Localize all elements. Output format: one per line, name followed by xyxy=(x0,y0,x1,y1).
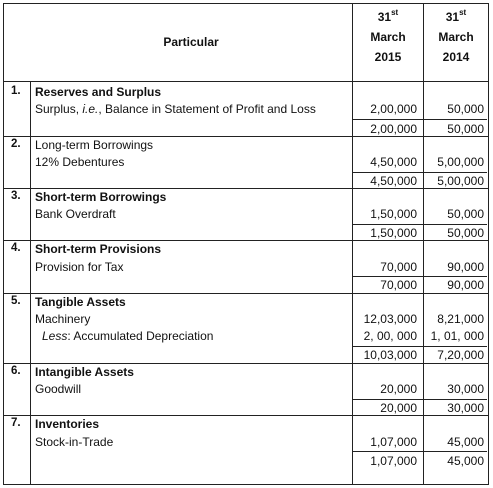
row-3-total-2015: 1,50,000 xyxy=(370,226,417,240)
row-1-item-1-label: Surplus, i.e., Balance in Statement of Profit and Loss xyxy=(35,102,316,116)
row-2-number: 2. xyxy=(11,138,21,150)
header-particular xyxy=(31,32,351,52)
row-3-separator xyxy=(4,240,488,241)
row-7-number: 7. xyxy=(11,417,21,429)
row-7-total-2015: 1,07,000 xyxy=(370,454,417,468)
row-5-number: 5. xyxy=(11,295,21,307)
row-3-item-1-label: Bank Overdraft xyxy=(35,207,116,221)
header-2014-month: March xyxy=(438,30,474,44)
row-1-total-2015: 2,00,000 xyxy=(370,122,417,136)
row-2-separator xyxy=(4,188,488,189)
row-4-total-2015: 70,000 xyxy=(380,278,417,292)
row-2-item-1-2014: 5,00,000 xyxy=(437,155,484,169)
row-6-item-1-label: Goodwill xyxy=(35,382,82,396)
header-col-2014 xyxy=(424,7,488,67)
row-5-item-2-2014: 1, 01, 000 xyxy=(430,329,484,343)
row-4-total-2014: 90,000 xyxy=(447,278,484,292)
row-2-total-2014: 5,00,000 xyxy=(437,174,484,188)
row-3-total-rule xyxy=(353,224,487,225)
row-5-total-2015: 10,03,000 xyxy=(363,348,417,362)
row-4-item-1-2014: 90,000 xyxy=(447,260,484,274)
header-particular-label: Particular xyxy=(163,35,219,49)
header-2014-day: 31 xyxy=(445,10,460,24)
row-5-item-2-2015: 2, 00, 000 xyxy=(363,329,417,343)
header-separator xyxy=(4,81,488,82)
header-col-2015 xyxy=(353,7,423,67)
row-4-item-1-label: Provision for Tax xyxy=(35,260,124,274)
row-4-total-rule xyxy=(353,276,487,277)
row-6-total-rule xyxy=(353,399,487,400)
row-7-total-2014: 45,000 xyxy=(447,454,484,468)
row-1-item-1-2014: 50,000 xyxy=(447,102,484,116)
row-4-separator xyxy=(4,293,488,294)
num-col-divider xyxy=(30,82,31,484)
row-6-heading: Intangible Assets xyxy=(35,365,134,379)
row-3-number: 3. xyxy=(11,190,21,202)
header-2014-year: 2014 xyxy=(442,50,470,64)
row-7-total-rule xyxy=(353,451,487,452)
row-5-item-1-2014: 8,21,000 xyxy=(437,312,484,326)
row-6-total-2014: 30,000 xyxy=(447,401,484,415)
row-5-separator xyxy=(4,363,488,364)
row-5-item-2-label: Less: Accumulated Depreciation xyxy=(42,329,214,343)
row-5-total-rule xyxy=(353,346,487,347)
row-2-heading: Long-term Borrowings xyxy=(35,138,154,152)
row-1-heading: Reserves and Surplus xyxy=(35,85,162,99)
row-6-item-1-2014: 30,000 xyxy=(447,382,484,396)
row-2-total-rule xyxy=(353,172,487,173)
row-5-item-1-label: Machinery xyxy=(35,312,91,326)
row-5-heading: Tangible Assets xyxy=(35,295,126,309)
row-4-item-1-2015: 70,000 xyxy=(380,260,417,274)
row-3-total-2014: 50,000 xyxy=(447,226,484,240)
row-2-item-1-label: 12% Debentures xyxy=(35,155,125,169)
row-6-total-2015: 20,000 xyxy=(380,401,417,415)
row-3-item-1-2015: 1,50,000 xyxy=(370,207,417,221)
row-2-total-2015: 4,50,000 xyxy=(370,174,417,188)
row-6-number: 6. xyxy=(11,365,21,377)
row-7-heading: Inventories xyxy=(35,417,100,431)
row-1-total-rule xyxy=(353,119,487,120)
row-3-heading: Short-term Borrowings xyxy=(35,190,167,204)
row-4-number: 4. xyxy=(11,242,21,254)
header-2015-sup: st xyxy=(391,8,399,17)
row-2-item-1-2015: 4,50,000 xyxy=(370,155,417,169)
row-1-number: 1. xyxy=(11,85,21,97)
row-1-separator xyxy=(4,136,488,137)
row-1-total-2014: 50,000 xyxy=(447,122,484,136)
row-3-item-1-2014: 50,000 xyxy=(447,207,484,221)
row-6-separator xyxy=(4,415,488,416)
row-1-item-1-2015: 2,00,000 xyxy=(370,102,417,116)
notes-table xyxy=(3,3,489,485)
header-2015-month: March xyxy=(370,30,406,44)
row-5-total-2014: 7,20,000 xyxy=(437,348,484,362)
header-2014-sup: st xyxy=(459,8,467,17)
row-4-heading: Short-term Provisions xyxy=(35,242,162,256)
header-2015-year: 2015 xyxy=(374,50,402,64)
row-5-item-1-2015: 12,03,000 xyxy=(363,312,417,326)
row-7-item-1-label: Stock-in-Trade xyxy=(35,435,114,449)
row-6-item-1-2015: 20,000 xyxy=(380,382,417,396)
row-7-item-1-2014: 45,000 xyxy=(447,435,484,449)
row-7-item-1-2015: 1,07,000 xyxy=(370,435,417,449)
header-2015-day: 31 xyxy=(377,10,392,24)
